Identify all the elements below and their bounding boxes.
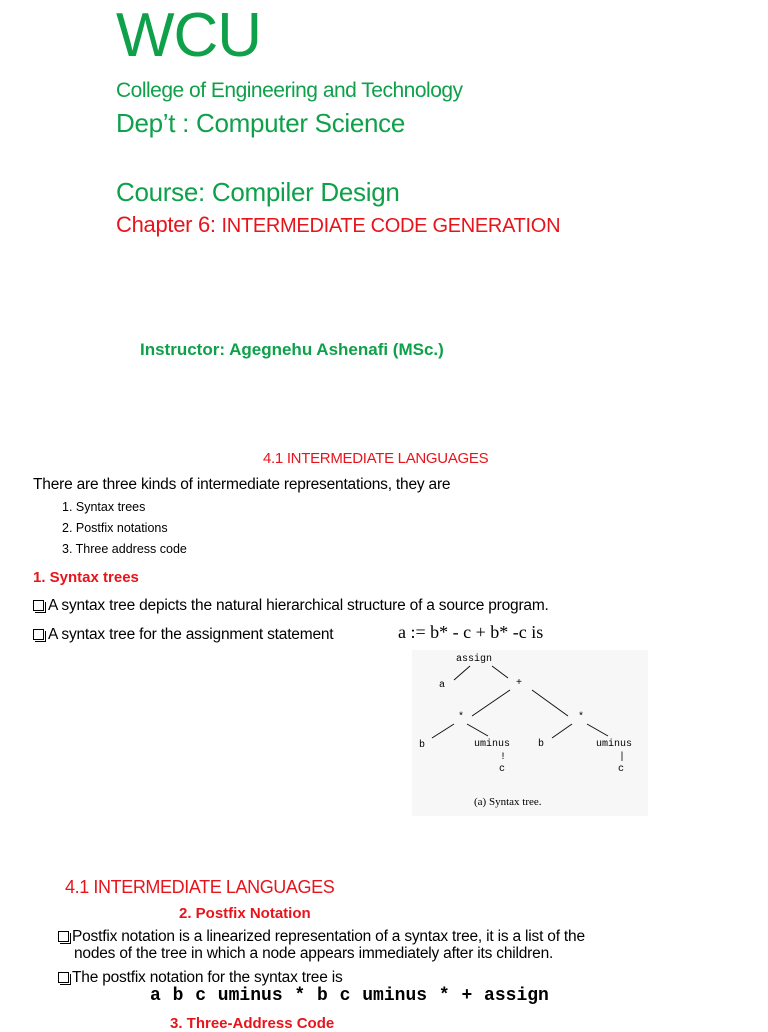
bullet-text: A syntax tree depicts the natural hierarchical structure of a source program. xyxy=(48,597,549,614)
tree-edge-bang-left: ! xyxy=(500,752,507,763)
bullet-line xyxy=(58,928,585,945)
chapter-name: INTERMEDIATE CODE GENERATION xyxy=(221,215,561,237)
tree-node-c-right: c xyxy=(618,764,625,775)
bullet-postfix-def xyxy=(58,928,585,962)
tree-edge xyxy=(454,666,470,680)
list-item: 3. Three address code xyxy=(62,542,187,556)
tree-node-b-right: b xyxy=(538,739,545,750)
tree-node-b-left: b xyxy=(419,740,426,751)
tree-node-a: a xyxy=(439,680,446,691)
checkbox-bullet-icon xyxy=(58,931,69,942)
bullet-text: A syntax tree for the assignment statement xyxy=(48,626,334,643)
tree-edge xyxy=(587,724,608,736)
bullet-syntax-tree-def xyxy=(33,597,549,615)
assignment-formula: a := b* - c + b* -c is xyxy=(398,622,544,642)
postfix-heading: 2. Postfix Notation xyxy=(179,905,311,922)
tree-node-star-left: * xyxy=(458,712,465,723)
postfix-expression: a b c uminus * b c uminus * + assign xyxy=(150,986,549,1006)
checkbox-bullet-icon xyxy=(33,629,44,640)
tree-edge xyxy=(467,724,488,736)
logo-text: WCU xyxy=(116,1,262,70)
tree-node-plus: + xyxy=(516,678,523,689)
tree-node-uminus-left: uminus xyxy=(474,739,511,750)
chapter-label: Chapter 6: xyxy=(116,212,222,237)
syntax-trees-heading: 1. Syntax trees xyxy=(33,569,139,586)
bullet-text: Postfix notation is a linearized representation of a syntax tree, it is a list of the xyxy=(72,928,585,945)
section1-heading: 4.1 INTERMEDIATE LANGUAGES xyxy=(263,450,489,467)
list-item: 2. Postfix notations xyxy=(62,521,168,535)
chapter-title xyxy=(116,212,560,238)
tree-node-star-right: * xyxy=(578,712,585,723)
department: Dep’t : Computer Science xyxy=(116,108,406,138)
tree-edge xyxy=(532,690,568,716)
tree-caption: (a) Syntax tree. xyxy=(474,796,542,808)
tree-edge xyxy=(552,724,572,738)
syntax-tree-edges xyxy=(412,650,648,816)
college-name: College of Engineering and Technology xyxy=(116,79,463,102)
syntax-tree-figure xyxy=(412,650,648,816)
section2-heading: 4.1 INTERMEDIATE LANGUAGES xyxy=(65,877,335,897)
tree-edge xyxy=(472,690,510,716)
checkbox-bullet-icon xyxy=(33,600,44,611)
three-address-heading: 3. Three-Address Code xyxy=(170,1015,335,1032)
tree-edge xyxy=(432,724,454,738)
list-item: 1. Syntax trees xyxy=(62,500,146,514)
checkbox-bullet-icon xyxy=(58,972,69,983)
course-title: Course: Compiler Design xyxy=(116,177,400,207)
bullet-assignment xyxy=(33,626,333,644)
tree-edge xyxy=(492,666,508,678)
bullet-line: nodes of the tree in which a node appears immediately after its children. xyxy=(74,945,554,962)
bullet-postfix-example xyxy=(58,969,343,987)
tree-node-c-left: c xyxy=(499,764,506,775)
tree-edge-bang-right: | xyxy=(619,752,626,763)
tree-node-assign: assign xyxy=(456,654,493,665)
tree-node-uminus-right: uminus xyxy=(596,739,633,750)
section1-intro: There are three kinds of intermediate representations, they are xyxy=(33,476,451,493)
instructor: Instructor: Agegnehu Ashenafi (MSc.) xyxy=(140,340,444,359)
bullet-text: The postfix notation for the syntax tree is xyxy=(72,969,343,986)
